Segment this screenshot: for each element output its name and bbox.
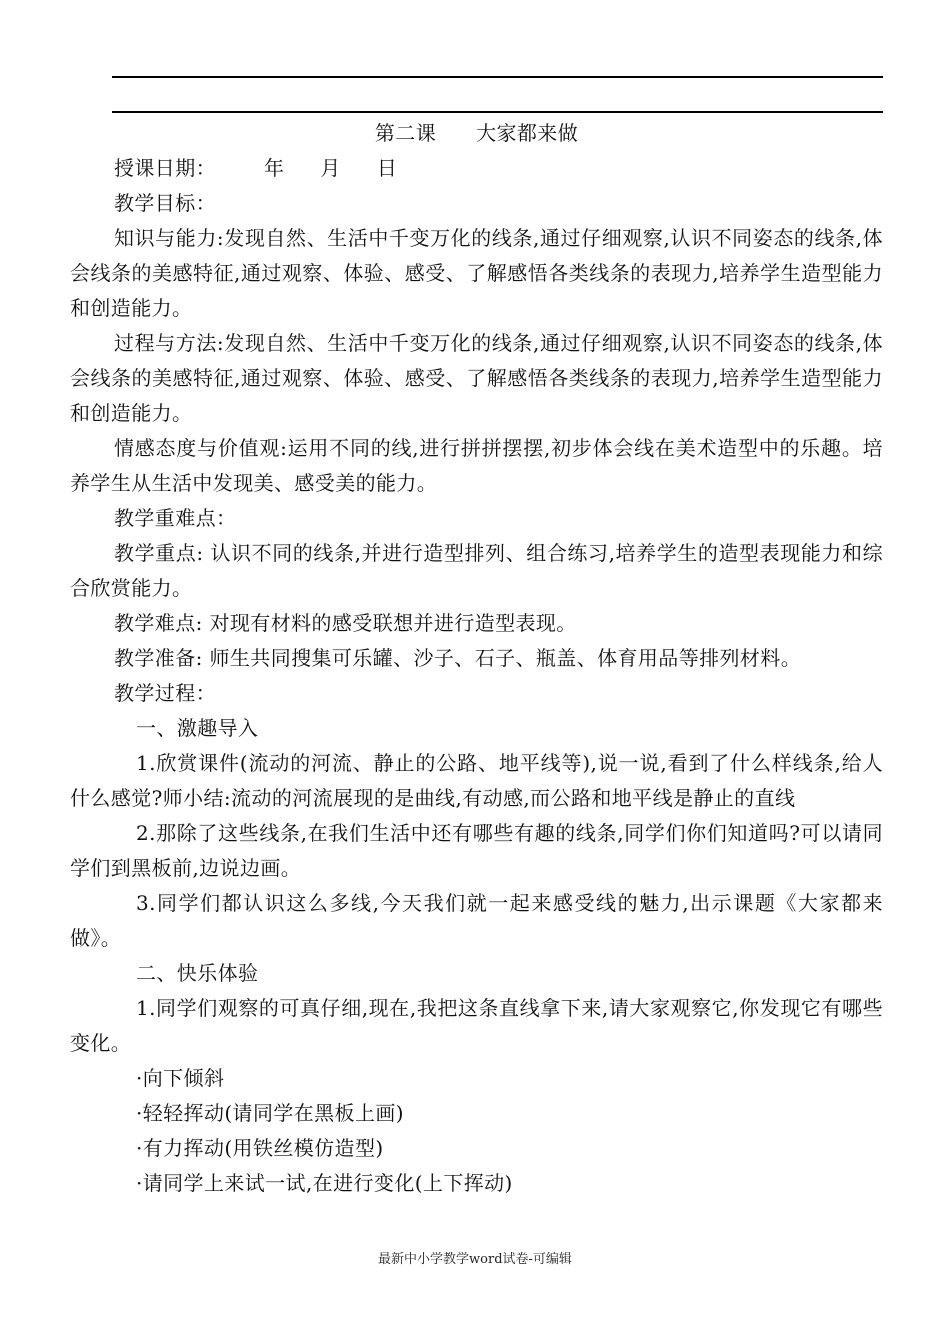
teaching-date — [70, 151, 883, 186]
date-label: 授课日期： — [114, 156, 216, 180]
document-body — [70, 116, 883, 1201]
lesson-name: 大家都来做 — [476, 121, 579, 145]
header-rule-bottom — [112, 111, 883, 113]
section1-item: 2.那除了这些线条,在我们生活中还有哪些有趣的线条,同学们你们知道吗?可以请同学们到黑板前,边说边画。 — [70, 821, 883, 880]
page-footer: 最新中小学教学word试卷-可编辑 — [378, 1252, 572, 1267]
section1-item: 1.欣赏课件(流动的河流、静止的公路、地平线等),说一说,看到了什么样线条,给人什么感觉?师小结:流动的河流展现的是曲线,有动感,而公路和地平线是静止的直线 — [70, 751, 883, 810]
bullet-item: ·轻轻挥动(请同学在黑板上画) — [136, 1101, 404, 1125]
date-year: 年 — [264, 156, 285, 180]
bullet-item: ·请同学上来试一试,在进行变化(上下挥动) — [136, 1171, 513, 1195]
lesson-title — [70, 116, 883, 151]
section2-heading: 二、快乐体验 — [136, 961, 259, 985]
process-heading: 教学过程： — [114, 681, 216, 705]
bullet-item: ·向下倾斜 — [136, 1066, 225, 1090]
teaching-preparation: 教学准备: 师生共同搜集可乐罐、沙子、石子、瓶盖、体育用品等排列材料。 — [114, 646, 802, 670]
section1-heading: 一、激趣导入 — [136, 716, 259, 740]
key-point-difficulty: 教学难点: 对现有材料的感受联想并进行造型表现。 — [114, 611, 577, 635]
lesson-number: 第二课 — [374, 121, 437, 145]
key-point-focus: 教学重点: 认识不同的线条,并进行造型排列、组合练习,培养学生的造型表现能力和综合欣赏能力。 — [70, 541, 883, 600]
header-rule-top — [112, 76, 883, 78]
date-day: 日 — [376, 156, 398, 180]
section1-item: 3.同学们都认识这么多线,今天我们就一起来感受线的魅力,出示课题《大家都来做》。 — [70, 891, 883, 950]
objective-process-method: 过程与方法:发现自然、生活中千变万化的线条,通过仔细观察,认识不同姿态的线条,体会线条的美感特征,通过观察、体验、感受、了解感悟各类线条的表现力,培养学生造型能力和创造能力。 — [70, 331, 883, 425]
date-month: 月 — [320, 156, 341, 180]
bullet-item: ·有力挥动(用铁丝模仿造型) — [136, 1136, 384, 1160]
objectives-heading: 教学目标： — [114, 191, 216, 215]
objective-knowledge: 知识与能力:发现自然、生活中千变万化的线条,通过仔细观察,认识不同姿态的线条,体会线条的美感特征,通过观察、体验、感受、了解感悟各类线条的表现力,培养学生造型能力和创造能力。 — [70, 226, 883, 320]
key-points-heading: 教学重难点： — [114, 506, 237, 530]
section2-item: 1.同学们观察的可真仔细,现在,我把这条直线拿下来,请大家观察它,你发现它有哪些 变化。 — [70, 996, 883, 1055]
objective-attitude: 情感态度与价值观:运用不同的线,进行拼拼摆摆,初步体会线在美术造型中的乐趣。培养学生从生活中发现美、感受美的能力。 — [70, 436, 883, 495]
